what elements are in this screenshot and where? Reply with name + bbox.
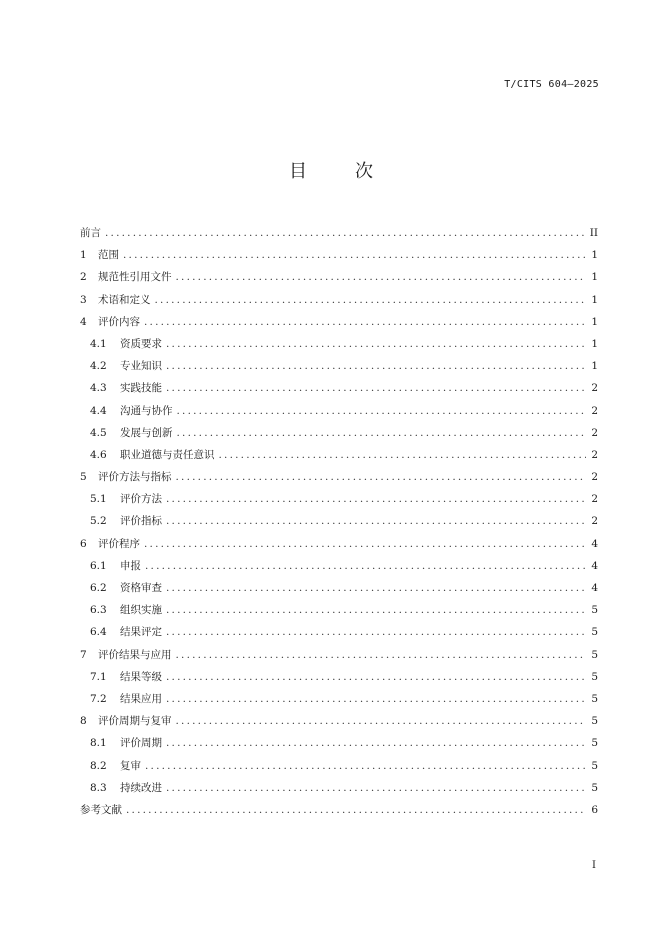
toc-entry-page: 4: [591, 582, 598, 594]
toc-entry[interactable]: [80, 510, 598, 532]
toc-entry-number: 4.1: [90, 337, 107, 350]
toc-entry-number: 4.2: [90, 360, 107, 373]
toc-entry[interactable]: [80, 266, 598, 288]
toc-title-char: 次: [355, 161, 373, 182]
toc-entry-number: 8: [80, 715, 87, 728]
toc-entry-page: 2: [591, 515, 598, 528]
toc-entry-page: 5: [591, 715, 598, 728]
toc-entry[interactable]: [80, 533, 598, 555]
toc-entry[interactable]: [80, 355, 598, 377]
toc-entry-page: 2: [591, 404, 598, 417]
toc-leader-dots: [166, 732, 586, 754]
toc-entry-page: 5: [591, 781, 598, 794]
toc-entry[interactable]: [80, 488, 598, 510]
toc-entry[interactable]: [80, 466, 598, 488]
toc-entry-label: 评价方法与指标: [98, 471, 172, 484]
toc-entry-page: 5: [591, 692, 598, 705]
toc-entry-label: 资格审查: [120, 582, 162, 594]
toc-entry[interactable]: [80, 333, 598, 355]
toc-leader-dots: [166, 777, 586, 799]
toc-entry-number: 6.3: [90, 604, 107, 617]
toc-entry-page: 2: [591, 426, 598, 439]
toc-entry-label: 实践技能: [120, 382, 162, 395]
toc-entry-label: 评价周期与复审: [98, 715, 172, 728]
toc-entry-number: 5.1: [90, 493, 107, 506]
toc-entry-label: 评价程序: [98, 537, 140, 550]
toc-entry-page: 5: [591, 737, 598, 750]
toc-entry-number: 6.2: [90, 582, 107, 594]
toc-leader-dots: [105, 222, 586, 244]
toc-entry-number: 4.4: [90, 404, 107, 417]
toc-entry-label: 参考文献: [80, 803, 122, 816]
toc-entry-page: 1: [591, 271, 598, 284]
toc-entry-label: 结果应用: [120, 692, 162, 705]
toc-leader-dots: [145, 555, 586, 577]
toc-leader-dots: [166, 488, 586, 510]
toc-entry-number: 1: [80, 249, 87, 262]
toc-entry-page: 2: [591, 382, 598, 395]
toc-entry-label: 评价方法: [120, 493, 162, 506]
toc-leader-dots: [155, 289, 587, 311]
toc-entry-number: 8.3: [90, 781, 107, 794]
toc-entry-label: 专业知识: [120, 360, 162, 373]
toc-entry-page: 6: [591, 803, 598, 816]
toc-leader-dots: [166, 333, 586, 355]
toc-entry-label: 评价周期: [120, 737, 162, 750]
toc-entry[interactable]: [80, 289, 598, 311]
toc-entry-number: 8.2: [90, 759, 107, 772]
toc-leader-dots: [177, 400, 587, 422]
toc-entry-page: 5: [591, 648, 598, 661]
toc-leader-dots: [123, 244, 586, 266]
toc-entry-number: 7: [80, 648, 87, 661]
toc-entry-number: 6.1: [90, 559, 107, 572]
toc-entry[interactable]: [80, 377, 598, 399]
toc-entry[interactable]: [80, 799, 598, 821]
toc-entry-label: 复审: [120, 759, 141, 772]
toc-entry-page: II: [589, 227, 598, 239]
toc-entry-page: 1: [591, 293, 598, 306]
toc-entry-number: 5: [80, 471, 87, 484]
toc-entry-number: 4: [80, 315, 87, 328]
toc-leader-dots: [144, 311, 586, 333]
toc-entry-page: 4: [591, 537, 598, 550]
toc-entry-page: 2: [591, 493, 598, 506]
toc-entry-page: 5: [591, 759, 598, 772]
toc-entry-number: 7.1: [90, 670, 107, 683]
table-of-contents: [80, 222, 598, 821]
toc-entry[interactable]: [80, 311, 598, 333]
toc-entry-page: 1: [591, 360, 598, 373]
toc-leader-dots: [166, 577, 586, 599]
toc-entry-label: 组织实施: [120, 604, 162, 617]
toc-entry-label: 评价结果与应用: [98, 648, 172, 661]
toc-entry-number: 6.4: [90, 626, 107, 639]
toc-title: [0, 157, 662, 183]
toc-entry-page: 2: [591, 471, 598, 484]
toc-entry-page: 4: [591, 559, 598, 572]
toc-leader-dots: [176, 466, 587, 488]
toc-entry[interactable]: [80, 755, 598, 777]
toc-entry[interactable]: [80, 444, 598, 466]
toc-entry-label: 规范性引用文件: [98, 271, 172, 284]
toc-leader-dots: [166, 355, 586, 377]
toc-entry-number: 4.6: [90, 448, 107, 461]
toc-entry-label: 持续改进: [120, 781, 162, 794]
toc-leader-dots: [166, 621, 586, 643]
toc-entry-label: 结果等级: [120, 670, 162, 683]
toc-entry[interactable]: [80, 666, 598, 688]
toc-entry-number: 3: [80, 293, 87, 306]
toc-entry[interactable]: [80, 222, 598, 244]
toc-leader-dots: [166, 666, 586, 688]
toc-leader-dots: [176, 266, 587, 288]
toc-entry-page: 5: [591, 604, 598, 617]
toc-entry-label: 职业道德与责任意识: [120, 448, 215, 461]
toc-entry[interactable]: [80, 422, 598, 444]
toc-title-char: 目: [289, 161, 307, 182]
toc-entry-label: 范围: [98, 249, 119, 262]
toc-leader-dots: [166, 688, 586, 710]
toc-leader-dots: [219, 444, 587, 466]
toc-entry-number: 2: [80, 271, 87, 284]
document-code: T/CITS 604—2025: [504, 79, 599, 90]
toc-entry-label: 申报: [120, 559, 141, 572]
toc-entry-label: 沟通与协作: [120, 404, 173, 417]
toc-entry[interactable]: [80, 732, 598, 754]
toc-leader-dots: [144, 533, 586, 555]
toc-leader-dots: [166, 510, 586, 532]
toc-entry-label: 术语和定义: [98, 293, 151, 306]
toc-entry[interactable]: [80, 777, 598, 799]
toc-entry-page: 2: [591, 448, 598, 461]
toc-entry-page: 5: [591, 670, 598, 683]
toc-entry-number: 8.1: [90, 737, 107, 750]
toc-leader-dots: [145, 755, 586, 777]
toc-entry-page: 1: [591, 249, 598, 262]
toc-entry-number: 7.2: [90, 692, 107, 705]
toc-entry-number: 5.2: [90, 515, 107, 528]
toc-entry-label: 前言: [80, 227, 101, 239]
toc-entry-number: 4.3: [90, 382, 107, 395]
toc-leader-dots: [166, 599, 586, 621]
toc-entry[interactable]: [80, 688, 598, 710]
toc-entry-page: 1: [591, 337, 598, 350]
page-number: I: [592, 860, 596, 871]
toc-leader-dots: [176, 710, 587, 732]
toc-leader-dots: [176, 644, 587, 666]
toc-entry-page: 5: [591, 626, 598, 639]
toc-entry-label: 结果评定: [120, 626, 162, 639]
toc-leader-dots: [166, 377, 586, 399]
toc-leader-dots: [177, 422, 587, 444]
toc-entry[interactable]: [80, 244, 598, 266]
toc-entry[interactable]: [80, 555, 598, 577]
toc-entry[interactable]: [80, 577, 598, 599]
toc-entry-page: 1: [591, 315, 598, 328]
toc-entry-label: 资质要求: [120, 337, 162, 350]
toc-entry-number: 6: [80, 537, 87, 550]
toc-entry[interactable]: [80, 621, 598, 643]
toc-entry[interactable]: [80, 644, 598, 666]
toc-entry[interactable]: [80, 710, 598, 732]
toc-leader-dots: [126, 799, 586, 821]
toc-entry[interactable]: [80, 400, 598, 422]
toc-entry[interactable]: [80, 599, 598, 621]
toc-entry-label: 评价指标: [120, 515, 162, 528]
toc-entry-number: 4.5: [90, 426, 107, 439]
toc-entry-label: 发展与创新: [120, 426, 173, 439]
toc-entry-label: 评价内容: [98, 315, 140, 328]
